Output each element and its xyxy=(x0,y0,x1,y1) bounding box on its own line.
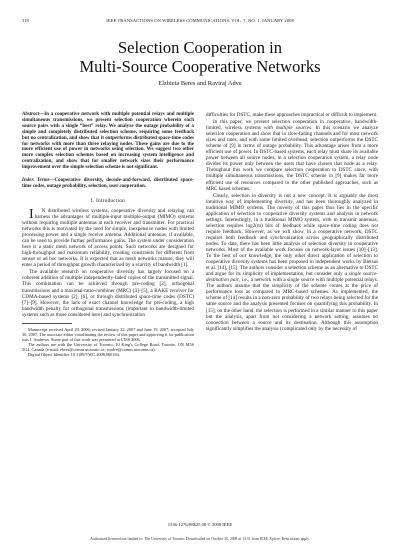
footnote-manuscript: Manuscript received April 20, 2006; revised January 22, 2007 and June 19, 2007; accepted July 30, 2007. The associate editor coordinating the review of this paper and approving it for publication was J. Andrews. Some part of this work was presented at CISS 2006. xyxy=(22,326,194,342)
right-paragraph-1: difficulties for DSTC, make these approaches impractical or difficult to implement. xyxy=(206,112,378,118)
index-terms-text: —Cooperative diversity, decode-and-forward, distributed space-time codes, outage probability, selection, user cooperation. xyxy=(22,178,194,189)
intro-paragraph-1 xyxy=(22,208,194,268)
abstract-text: —In a cooperative network with multiple potential relays and multiple simultaneous transmissions, we present selection cooperation wherein each source pairs with a single “best” relay. We analyze the outage probability of a simple and completely distributed selection scheme, requiring some feedback but no centralization, and show that it outperforms distributed space-time codes for networks with more than three relaying nodes. These gains are due to the more efficient use of power in networks using selection. We suggest two other more complex selection schemes based on increasing system intelligence and centralization, and show that for smaller network sizes their performance improvement over the simple selection scheme is not significant. xyxy=(22,112,194,171)
intro-paragraph-1-text: N distributed wireless systems, cooperative diversity and relaying can harness the advantages of multiple-input multiple-output (MIMO) systems without requiring multiple antennas at each receiver and transmitter. For practical networks this is motivated by the need for simple, inexpensive nodes with limited processing power and a single receive antenna. Additional antennas, if available, can be used to provide further performance gains. The system under consideration here is a static mesh network of access points. Such networks are designed for high-throughput and maximum reliability, creating constraints for different from sensor or ad hoc networks. It is expected that as mesh networks mature, they will enter a period of throughput growth characterized by a scarcity of bandwidth [1]. xyxy=(22,207,194,269)
index-terms-label: Index Terms xyxy=(22,178,50,184)
journal-header: IEEE TRANSACTIONS ON WIRELESS COMMUNICATIONS, VOL. 7, NO. 1, JANUARY 2008 xyxy=(106,18,294,23)
right-paragraph-3-emphasis: a single source-destination pair xyxy=(206,271,378,284)
right-paragraph-2-b: . In this scenario we analyze selection cooperation and show that in slow-fading channels and for most network sizes and rates, and with some limited overhead, selection outperforms the DSTC scheme of [9] in terms of outage probability. This advantage arises from a more efficient use of power. In DSTC-based systems, each relay must share its available power between all source nodes; in a selection cooperation system, a relay node divides its power only between the users that have chosen that node as a relay. Throughout this work we compare selection cooperation to DSTC since, with multiple simultaneous transmissions, the DSTC scheme in [9] makes far more efficient use of resources compared to the other published approaches, such as MRC based schemes. xyxy=(206,125,378,192)
title-line-1: Selection Cooperation in xyxy=(117,38,283,57)
section-heading-introduction: I. Introduction xyxy=(90,197,126,204)
right-paragraph-3 xyxy=(206,193,378,332)
right-paragraph-2-emphasis: with multiple sources xyxy=(263,125,312,132)
intro-paragraph-2: The available research on cooperative diversity has largely focused on a coherent addition of multiple independently-faded copies of the transmitted signal. This combination can be achieved through pre-coding [2], orthogonal transmissions and a maximal-ratio-combiner (MRC) [3]–[5], a RAKE receiver for CDMA-based systems [2], [6], or through distributed space-time codes (DSTC) [7]–[9]. However, the lack of exact channel knowledge for pre-coding, a high bandwidth penalty for orthogonal transmissions (important in bandwidth-limited systems such as those considered here) and synchronization xyxy=(22,269,194,318)
issn-copyright: 1536-1276/08$25.00 © 2008 IEEE xyxy=(167,522,233,527)
right-paragraph-2-a: In this paper, we present selection cooperation in cooperative, bandwidth-limited, wireless systems xyxy=(206,119,378,132)
running-head xyxy=(22,17,378,25)
title-line-2: Multi-Source Cooperative Networks xyxy=(79,57,321,76)
index-terms xyxy=(22,178,194,190)
footnote-divider xyxy=(22,323,72,324)
abstract xyxy=(22,112,194,171)
paper-title xyxy=(30,38,370,76)
right-paragraph-3-b: , i.e., a network with a single source with multiple potential relays. The authors assume that the simplicity of the scheme comes at the price of performance loss as compared to MRC-based schemes. As implemented, the scheme of [14] results in a non-zero probability of two relays being selected for the same source and the analysis presented focuses on quantifying this probability. In [15], on the other hand, the selection is performed in a similar manner to this paper but the analysis, apart from not considering a network setting, assumes no connection between a source and its destination. Although this assumption significantly simplifies the analysis (complicated only by the necessity of xyxy=(206,277,378,332)
page-number: 118 xyxy=(22,18,29,23)
drop-cap: I xyxy=(29,206,34,222)
license-notice: Authorized licensed use limited to: The University of Toronto. Downloaded on October 30, 2008 at 13:51 from IEEE Xplore. Restrictions apply. xyxy=(90,537,310,541)
right-paragraph-2 xyxy=(206,119,378,192)
footnote-affiliation: The authors are with the University of Toronto, 10 King’s College Road, Toronto, ON M5S 3G4, Canada (e-mail: ebres@comm.utoronto.ca; rsadve@comm.utoronto.ca). xyxy=(22,342,194,353)
left-column xyxy=(22,112,194,357)
footnote-doi: Digital Object Identifier 10.1109/TWC.2008.060184. xyxy=(28,352,120,358)
author-list: Elzbieta Beres and Raviraj Adve xyxy=(158,80,242,87)
right-paragraph-3-a: Clearly, selection in diversity is not a new concept. It is arguably the most intuitive way of implementing diversity, and has been thoroughly analyzed in traditional MIMO systems. The novelty of this paper thus lies in the specific application of selection to cooperative diversity systems and analysis in network settings. Interestingly, in a traditional MIMO system, with m transmit antennas, selection requires log2(m) bits of feedback while space-time coding does not require feedback. However, as we will show, in a cooperative network, DSTC requires both feedback and synchronization across geographically distributed nodes. To date, there has been little analysis of selection diversity in cooperative networks. Most of the available work focuses on network-layer issues [10]–[13]. To the best of our knowledge, the only other direct application of selection to cooperative diversity systems has been proposed in independent works by Bletsas et al. [14], [15]. The authors consider a selection scheme as an alternative to DSTC and argue for its simplicity of implementation, but consider only xyxy=(206,192,378,278)
abstract-label: Abstract xyxy=(22,112,40,117)
right-column xyxy=(206,112,378,332)
